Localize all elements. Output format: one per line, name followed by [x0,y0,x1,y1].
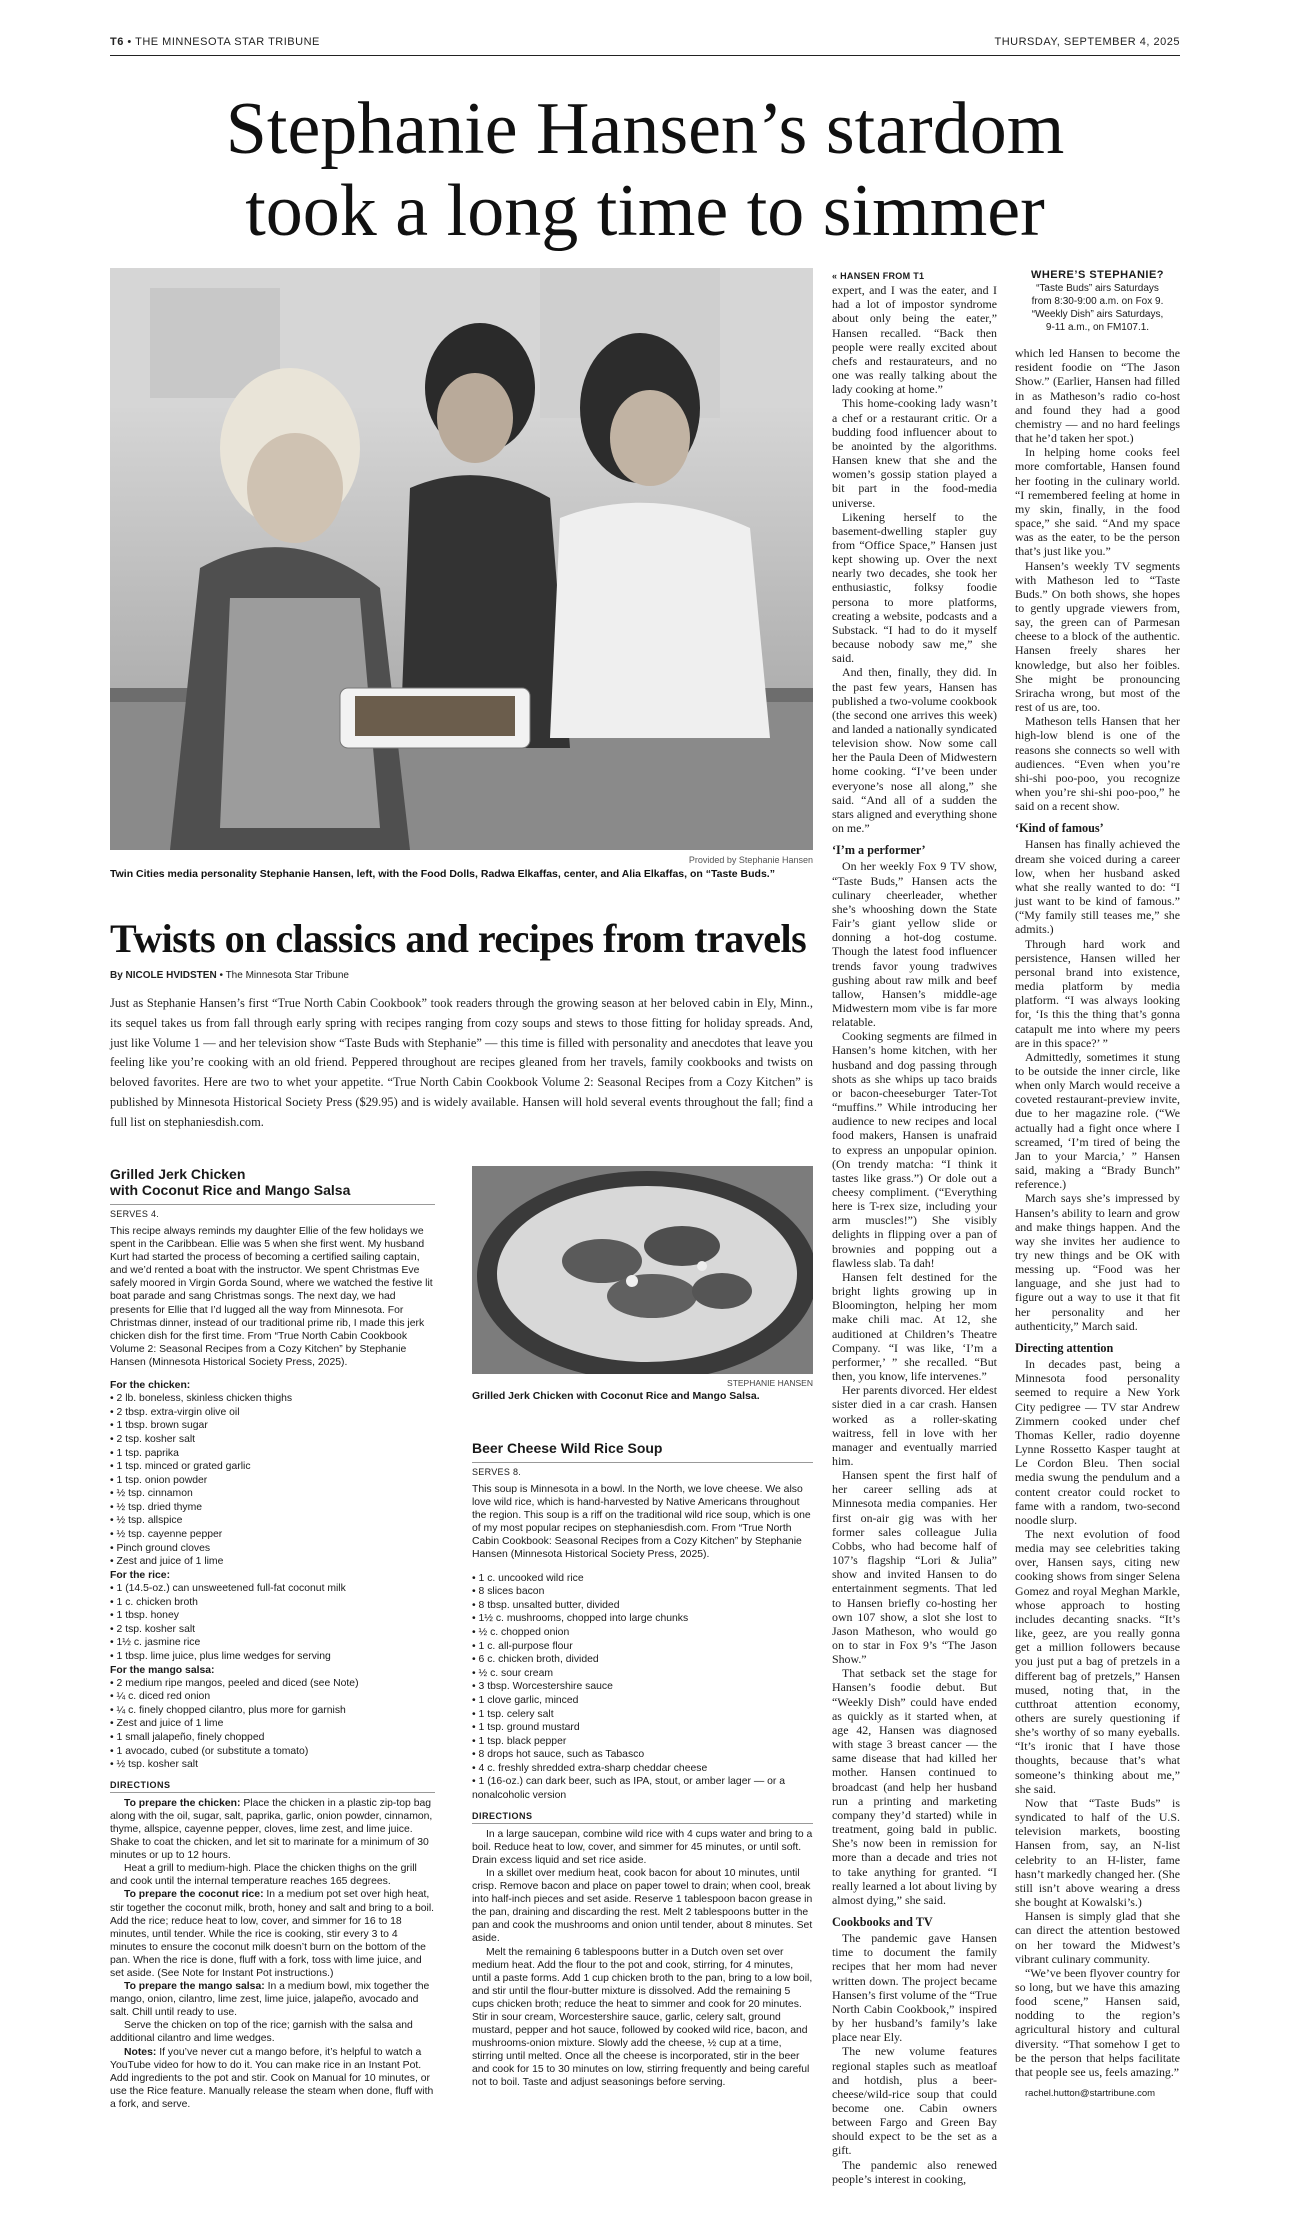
ingredient: • 1½ c. jasmine rice [110,1637,201,1649]
article-paragraph: which led Hansen to become the resident foodie on “The Jason Show.” (Earlier, Hansen had filled in as Matheson’s radio co-host and found they had a good chemistry — and no hard feelings that he’d taken her spot.) [1015,346,1180,446]
article-paragraph: This home-cooking lady wasn’t a chef or a restaurant critic. Or a budding food influencer about to be anointed by the algorithms. Hansen knew that she and the women’s gossip station played a bit part in the food-media universe. [832,396,997,510]
ingredient: • ¼ c. diced red onion [110,1691,211,1703]
article-paragraph: Now that “Taste Buds” is syndicated to half of the U.S. television markets, boosting Hansen from, say, an N-list celebrity to an H-lister, fame hasn’t markedly changed her. (She still isn’t above wearing a dress she bought at Kowalski’s.) [1015,1795,1180,1910]
ingredient-list-chicken [110,1392,435,1569]
directions-heading: DIRECTIONS [472,1811,813,1824]
article-paragraph: Likening herself to the basement-dwelling stapler guy from “Office Space,” Hansen just kept showing up. Over the next nearly two decades, she took her enthusiastic, folksy foodie persona to more platforms, creating a website, podcasts and a Substack. “I had to do it myself because nobody saw me,” she said. [832,509,997,666]
ingredient: • 1 c. chicken broth [110,1596,198,1608]
ingredient: • ½ tsp. kosher salt [110,1759,198,1771]
ingredient: • 8 tbsp. unsalted butter, divided [472,1599,620,1611]
ingredient: • Pinch ground cloves [110,1542,211,1554]
ingredient: • 1 tbsp. brown sugar [110,1420,208,1432]
ingredient: • Zest and juice of 1 lime [110,1718,224,1730]
ingredient: • 1½ c. mushrooms, chopped into large chunks [472,1613,689,1625]
byline: By NICOLE HVIDSTEN • The Minnesota Star Tribune [110,970,349,981]
ingredient: • 1 tsp. celery salt [472,1708,554,1720]
article-column-2 [1015,268,1180,2101]
ingredient: • Zest and juice of 1 lime [110,1556,224,1568]
direction-step: To prepare the mango salsa: In a medium bowl, mix together the mango, onion, cilantro, lime zest, lime juice, jalapeño, avocado and salt. Chill until ready to use. [110,1981,430,2019]
article-paragraph: In helping home cooks feel more comfortable, Hansen found her footing in the culinary world. “I remembered feeling at home in my skin, finally, in the food space,” she said. “And my space was as the eater, to be the person that’s just like you.” [1015,445,1180,559]
ingredient-list-salsa [110,1677,435,1772]
ingredient: • 1 tsp. minced or grated garlic [110,1461,251,1473]
ingredient: • 1 tsp. onion powder [110,1474,208,1486]
ingredient: • ½ c. chopped onion [472,1626,570,1638]
article-paragraph: Hansen spent the first half of her career selling ads at Minnesota media companies. Her first on-air gig was with her former sales colleague Julia Cobbs, who had become half of 107’s flagship “Lori & Julia” show and invited Hansen to do entertainment segments. That led to Hansen briefly co-hosting her own 107 show, a slot she lost to Jason Matheson, who would go on to star in Fox 9’s “The Jason Show.” [832,1468,997,1667]
direction-step: To prepare the chicken: Place the chicken in a plastic zip-top bag along with the oil, sugar, salt, paprika, garlic, onion powder, cinnamon, thyme, allspice, cayenne pepper, cloves, lime zest, and lime juice. Shake to coat the chicken, and let sit to marinate for a minimum of 30 minutes or up to 12 hours. [110,1797,433,1862]
ingredient: • 2 medium ripe mangos, peeled and diced (see Note) [110,1677,359,1689]
info-box-title: WHERE’S STEPHANIE? [1030,269,1165,281]
food-photo [472,1166,813,1374]
recipe-title: Beer Cheese Wild Rice Soup [472,1440,663,1456]
directions-heading: DIRECTIONS [110,1780,435,1793]
direction-step: Heat a grill to medium-high. Place the chicken thighs on the grill and cook until the internal temperature reaches 165 degrees. [110,1863,417,1888]
ingredient: • 1 avocado, cubed (or substitute a tomato) [110,1745,309,1757]
ingredient: • 2 tsp. kosher salt [110,1433,196,1445]
ingredient: • ½ tsp. cinnamon [110,1488,193,1500]
ingredient-heading: For the mango salsa: [110,1664,215,1676]
ingredient: • 3 tbsp. Worcestershire sauce [472,1681,613,1693]
article-paragraph: Her parents divorced. Her eldest sister died in a car crash. Hansen worked as a roller-skating waitress, fell in love with her manager and eventually married him. [832,1383,997,1468]
lead-photo [110,268,813,850]
article-paragraph: Hansen has finally achieved the dream she voiced during a career low, when her husband asked what she really wanted to do: “I just want to be kind of famous.” (“My family still teases me,” she admits.) [1015,837,1180,937]
section-heading: Cookbooks and TV [832,1914,933,1929]
ingredient: • 1 tsp. paprika [110,1447,179,1459]
food-photo-caption: Grilled Jerk Chicken with Coconut Rice and Mango Salsa. [472,1390,760,1402]
article-paragraph: « HANSEN FROM T1 expert, and I was the eater, and I had a lot of impostor syndrome about only being the eater,” Hansen recalled. “Back then people were really excited about chefs and restaurateurs, and no one was really talking about the lady cooking at home.” [832,271,997,397]
ingredient: • ½ tsp. allspice [110,1515,183,1527]
article-paragraph: On her weekly Fox 9 TV show, “Taste Buds,” Hansen acts the culinary cheerleader, whether she’s whooshing down the State Fair’s giant yellow slide or donning a hot-dog costume. Though the latest food influencer trends favor young tradwives gushing about raw milk and beef tallow, Hansen’s middle-age Midwestern mom vibe is far more relatable. [832,859,997,1030]
article-paragraph: Through hard work and persistence, Hansen willed her personal brand into existence, media platform by media platform. “I was always looking for, ‘Is this the thing that’s gonna catapult me into where my peers are in this space?’ ” [1015,936,1180,1050]
food-photo-credit: STEPHANIE HANSEN [727,1378,813,1388]
article-paragraph: Admittedly, sometimes it stung to be outside the inner circle, like when only March would receive a coveted restaurant-preview invite, due to her magazine role. (“We actually had a fight once where I screamed, ‘I’m tired of being the Jan to your Marcia,’ ” Hansen said, making a “Brady Bunch” reference.) [1015,1049,1180,1192]
section-heading: ‘Kind of famous’ [1015,821,1104,836]
article-paragraph: March says she’s impressed by Hansen’s ability to learn and grow and make things happen. And the way she invites her audience to try new things and be OK with messing up. “Food was her language, and she just had to figure out a way to use it that fit her personality and her authenticity,” March said. [1015,1191,1180,1333]
ingredient-list [472,1572,813,1803]
direction-step: Serve the chicken on top of the rice; garnish with the salsa and additional cilantro and lime wedges. [110,2020,413,2045]
ingredient: • 2 tbsp. extra-virgin olive oil [110,1406,240,1418]
article-paragraph: The next evolution of food media may see celebrities taking over, Hansen says, citing new cooking shows from singer Selena Gomez and royal Meghan Markle, whose approach to hosting includes decanting snacks. “It’s like, geez, are you really gonna get a million followers because you just put a bag of pretzels in a different bag of pretzels,” Hansen mused, noting that, in the cutthroat attention economy, others are surely questioning if she’s worthy of so many eyeballs. “It’s ironic that I have those thoughts, because that’s what someone’s thinking about me,” she said. [1015,1526,1180,1796]
author-email[interactable]: rachel.hutton@startribune.com [1025,2088,1156,2100]
article-paragraph: Matheson tells Hansen that her high-low blend is one of the reasons she connects so well with audiences. “Even when you’re shi-shi poo-poo, you recognize when you’re shi-shi poo-poo,” he said on a recent show. [1015,714,1180,814]
ingredient: • 1 tbsp. lime juice, plus lime wedges for serving [110,1650,331,1662]
subheadline: Twists on classics and recipes from travels [110,916,807,961]
ingredient: • 1 clove garlic, minced [472,1694,579,1706]
ingredient: • 8 drops hot sauce, such as Tabasco [472,1749,645,1761]
photo-credit: Provided by Stephanie Hansen [688,855,813,865]
ingredient: • 8 slices bacon [472,1586,545,1598]
ingredient: • 1 c. all-purpose flour [472,1640,573,1652]
ingredient: • 1 small jalapeño, finely chopped [110,1731,265,1743]
direction-step: In a large saucepan, combine wild rice with 4 cups water and bring to a boil. Reduce heat to low, cover, and simmer for 45 minutes, or until soft. Drain excess liquid and set rice aside. [472,1828,813,1866]
info-box-wheres-stephanie [1015,268,1180,334]
ingredient: • 1 c. uncooked wild rice [472,1572,584,1584]
ingredient-heading: For the rice: [110,1569,171,1581]
recipe-intro: This soup is Minnesota in a bowl. In the North, we love cheese. We also love wild rice, which is hand-harvested by Native Americans throughout the region. This soup is a riff on the traditional wild rice soup, which is one of my most popular recipes on stephaniesdish.com. From “True North Cabin Cookbook: Seasonal Recipes from a Cozy Kitchen” by Stephanie Hansen (Minnesota Historical Society Press, 2025). [472,1484,811,1561]
direction-step: To prepare the coconut rice: In a medium pot set over high heat, stir together the coconut milk, broth, honey and salt and bring to a boil. Add the rice; reduce heat to low, cover, and simmer for 16 to 18 minutes, until tender. While the rice is cooking, stir every 3 to 4 minutes to ensure the coconut milk doesn’t burn on the bottom of the pan. When the rice is done, fluff with a fork, toss with lime juice, and set aside. (See Note for Instant Pot instructions.) [110,1889,435,1979]
article-paragraph: Cooking segments are filmed in Hansen’s home kitchen, with her husband and dog passing through shots as she whips up taco braids or bacon-cheeseburger Tater-Tot “muffins.” While introducing her audience to new recipes and local food makers, Hansen is unafraid to express an unpopular opinion. (On trendy matcha: “I think it tastes like grass.”) Or dole out a cheesy compliment. (“Everything here is T-rex size, including your arm muscles!”) She visibly delights in flipping over a pan of brownies and popping out a flawless slab. Ta dah! [832,1029,997,1270]
recipe-jerk-chicken [110,1166,435,2111]
direction-step: Melt the remaining 6 tablespoons butter in a Dutch oven set over medium heat. Add the flour to the pot and cook, stirring, for 4 minutes, until a paste forms. Add 1 cup chicken broth to the pan, bring to a low boil, and stir until the flour-butter mixture is dissolved. Add the remaining 5 cups chicken broth; reduce the heat to simmer and cook for 20 minutes. Stir in sour cream, Worcestershire sauce, garlic, celery salt, ground mustard, pepper and hot sauce, followed by cooked wild rice, bacon, and mushrooms-onion mixture. Slowly add the cheese, ½ cup at a time, stirring until melted. Once all the cheese is incorporated, stir in the beer and cook for 15 to 30 minutes on low, stirring frequently and being careful not to boil. Taste and adjust seasonings before serving. [472,1946,813,2089]
ingredient: • ½ tsp. dried thyme [110,1501,202,1513]
ingredient: • 1 tsp. ground mustard [472,1722,580,1734]
ingredient: • ½ tsp. cayenne pepper [110,1529,223,1541]
page-header [110,36,1180,56]
article-paragraph: The pandemic also renewed people’s interest in cooking, [832,2157,997,2186]
recipe-serves: SERVES 4. [110,1204,435,1219]
headline: Stephanie Hansen’s stardom took a long time to simmer [225,88,1065,252]
ingredient-list-rice [110,1582,435,1664]
recipe-serves: SERVES 8. [472,1462,813,1477]
ingredient: • ¼ c. finely chopped cilantro, plus more for garnish [110,1704,346,1716]
article-paragraph: The new volume features regional staples such as meatloaf and hotdish, plus a beer-cheese/wild-rice soup that could become one. Cabin owners between Fargo and Green Bay should expect to be the set as a gift. [832,2044,997,2158]
ingredient: • ½ c. sour cream [472,1667,554,1679]
recipe-intro: This recipe always reminds my daughter Ellie of the few holidays we spent in the Caribbean. Ellie was 5 when she first went. My husband Kurt had started the process of becoming a certified sailing captain, and we’d rented a boat with the instructor. We spent Christmas Eve safely moored in Virgin Gorda Sound, where we watched the festive lit boat parade and sang Christmas songs. The next day, we had presents for Ellie that I’d lugged all the way from Minnesota. For Christmas dinner, instead of our traditional prime rib, I made this jerk chicken dish for the first time. From “True North Cabin Cookbook Volume 2: Seasonal Recipes from a Cozy Kitchen” by Stephanie Hansen (Minnesota Historical Society Press, 2025). [110,1226,433,1368]
info-box-line: “Weekly Dish” airs Saturdays, [1031,309,1164,321]
section-heading: Directing attention [1015,1340,1114,1355]
ingredient: • 1 tbsp. honey [110,1610,179,1622]
ingredient: • 2 lb. boneless, skinless chicken thighs [110,1393,293,1405]
section-heading: ‘I’m a performer’ [832,843,926,858]
jump-line: « HANSEN FROM T1 [832,271,925,281]
ingredient: • 1 tsp. black pepper [472,1735,567,1747]
page-folio: T6 • THE MINNESOTA STAR TRIBUNE [110,36,320,48]
article-paragraph: And then, finally, they did. In the past few years, Hansen has published a two-volume cookbook (the second one arrives this week) and landed a nationally syndicated television show. Now some call her the Paula Deen of Midwestern home cooking. “I’ve been under everyone’s nose all along,” she said. “And all of a sudden the stars aligned and everything shone on me.” [832,665,997,836]
article-paragraph: “We’ve been flyover country for so long, but we have this amazing food scene,” Hansen said, nodding to the region’s agricultural history and cultural diversity. “That somehow I get to be the person that helps facilitate that people see us, feels amazing.” [1015,1965,1180,2079]
article-paragraph: The pandemic gave Hansen time to document the family recipes that her mom had never written down. The project became Hansen’s first volume of the “True North Cabin Cookbook,” inspired by her husband’s family’s lake place near Ely. [832,1931,998,2045]
ingredient: • 1 (16-oz.) can dark beer, such as IPA, stout, or amber lager — or a nonalcoholic version [472,1776,785,1802]
article-paragraph: In decades past, being a Minnesota food personality seemed to require a New York City pedigree — TV star Andrew Zimmern cooked under chef Thomas Keller, radio doyenne Lynne Rossetto Kasper taught at Le Cordon Bleu. Then social media swung the pendulum and a content creator could rocket to fame with a random, two-second noodle slurp. [1015,1357,1180,1527]
direction-note: Notes: If you’ve never cut a mango before, it’s helpful to watch a YouTube video for how to do it. You can make rice in an Instant Pot. Add ingredients to the pot and stir. Cook on Manual for 10 minutes, or use the Rice feature. Manually release the steam when done, fluff with a fork, and serve. [110,2046,434,2110]
ingredient: • 4 c. freshly shredded extra-sharp cheddar cheese [472,1762,708,1774]
ingredient: • 6 c. chicken broth, divided [472,1654,599,1666]
recipe-beer-cheese-soup [472,1440,813,2090]
page-date: THURSDAY, SEPTEMBER 4, 2025 [994,36,1180,48]
article-paragraph: Hansen is simply glad that she can direct the attention bestowed on her toward the Midwest’s vibrant culinary community. [1015,1909,1180,1966]
info-box-line: from 8:30-9:00 a.m. on Fox 9. [1031,296,1164,308]
ingredient: • 2 tsp. kosher salt [110,1623,196,1635]
photo-caption: Twin Cities media personality Stephanie Hansen, left, with the Food Dolls, Radwa Elkaffas, center, and Alia Elkaffas, on “Taste Buds.” [110,868,775,880]
intro-paragraph: Just as Stephanie Hansen’s first “True North Cabin Cookbook” took readers through the growing season at her beloved cabin in Ely, Minn., its sequel takes us from fall through early spring with recipes ranging from cozy soups and stews to those fitting for holiday spreads. And, just like Volume 1 — and her television show “Taste Buds with Stephanie” — this time is filled with personality and anecdotes that leave you feeling like you’re cooking with an old friend. Peppered throughout are recipes gleaned from her travels, family cookbooks and twists on beloved favorites. Here are two to whet your appetite. “True North Cabin Cookbook Volume 2: Seasonal Recipes from a Cozy Kitchen” is published by Minnesota Historical Society Press ($29.95) and is widely available. Hansen will hold several events throughout the fall; find a full list on stephaniesdish.com. [110,996,813,1129]
article-paragraph: Hansen’s weekly TV segments with Matheson led to “Taste Buds.” On both shows, she hopes to gently upgrade viewers from, say, the green can of Parmesan cheese to a block of the authentic. Hansen freely shares her knowledge, but also her foibles. She might be pronouncing Sriracha wrong, but most of the rest of us are, too. [1015,558,1180,715]
info-box-line: “Taste Buds” airs Saturdays [1036,283,1159,295]
recipe-title: Grilled Jerk Chicken with Coconut Rice and Mango Salsa [110,1166,351,1198]
direction-step: In a skillet over medium heat, cook bacon for about 10 minutes, until crisp. Remove bacon and place on paper towel to drain; when cool, break into half-inch pieces and set aside. Reserve 1 tablespoon bacon grease in the pan, draining and discarding the rest. Melt 2 tablespoons butter in the pan and cook the mushrooms and onion until tender, about 8 minutes. Set aside. [472,1867,813,1945]
article-column-1 [832,268,997,2186]
article-paragraph: That setback set the stage for Hansen’s foodie debut. But “Weekly Dish” could have ended as quickly as it started when, at age 42, Hansen was diagnosed with stage 3 breast cancer — the same disease that had killed her mother. Hansen continued to broadcast (and help her husband run a printing and marketing company they’d started) while in treatment, going bald in public. She’s now been in remission for more than a decade and tries not to take anything for granted. “I really learned a lot about living by almost dying,” she said. [832,1666,997,1907]
ingredient-heading: For the chicken: [110,1380,191,1392]
ingredient: • 1 (14.5-oz.) can unsweetened full-fat coconut milk [110,1582,346,1594]
info-box-line: 9-11 a.m., on FM107.1. [1045,322,1150,334]
article-paragraph: Hansen felt destined for the bright lights growing up in Bloomington, helping her mom make chili mac. At 12, she auditioned at Children’s Theatre Company. “I was like, ‘I’m a performer,’ ” she recalled. “But then, you know, life intervenes.” [832,1269,997,1384]
